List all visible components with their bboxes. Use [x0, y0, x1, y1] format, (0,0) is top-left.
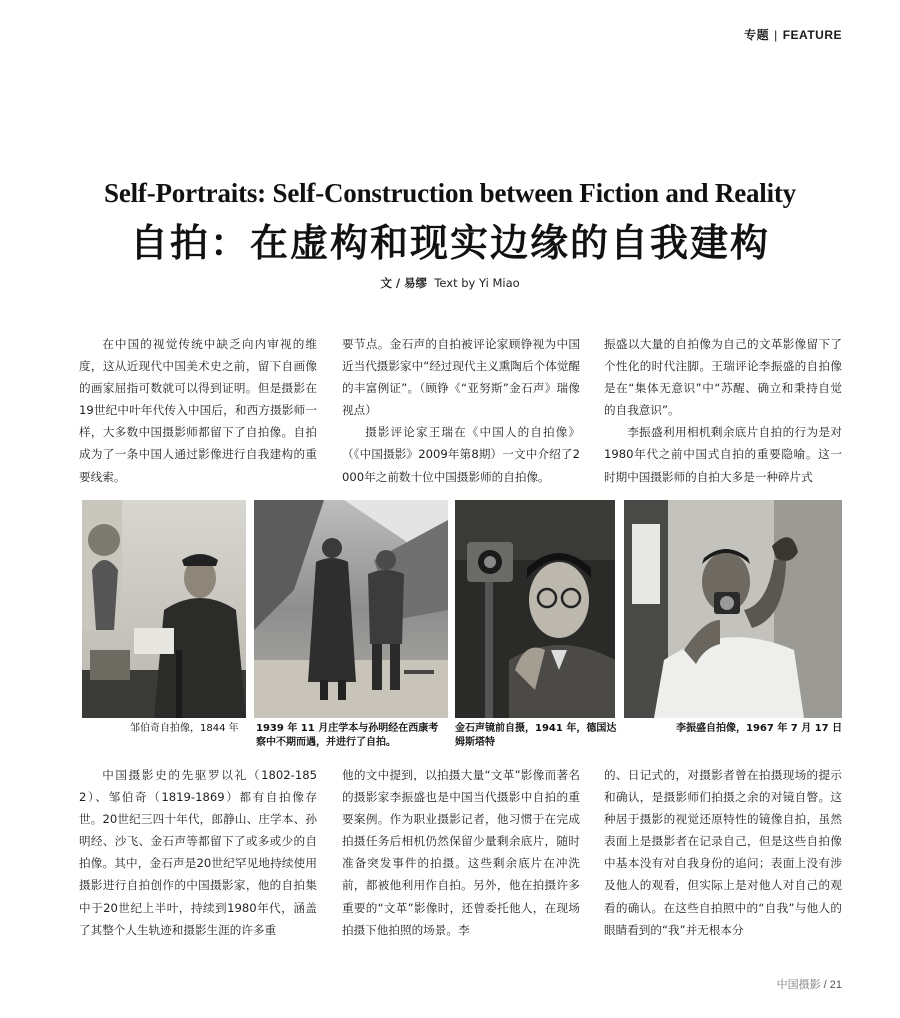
photo-zou-boqi: [82, 500, 246, 718]
column-bottom-2: [342, 764, 580, 941]
column-top-2: [342, 333, 580, 488]
column-bottom-1: [79, 764, 317, 941]
photo-caption-1: 邹伯奇自拍像，1844 年: [130, 723, 239, 734]
column-bottom-3: [604, 764, 842, 941]
column-top-1: [79, 333, 317, 488]
paragraph: 摄影评论家王瑞在《中国人的自拍像》（《中国摄影》2009年第8期）一文中介绍了2000年之前数十位中国摄影师的自拍像。: [342, 425, 580, 484]
paragraph: 在中国的视觉传统中缺乏向内审视的维度，这从近现代中国美术史之前，留下自画像的画家屈指可数就可以得到证明。但是摄影在19世纪中叶年代传入中国后，和西方摄影师一样，大多数中国摄影师都留下了自拍像。自拍成为了一条中国人通过影像进行自我建构的重要线索。: [79, 337, 317, 484]
section-separator: |: [774, 28, 778, 42]
article-title-zh: 自拍：在虚构和现实边缘的自我建构: [129, 221, 770, 265]
magazine-name: 中国摄影: [776, 979, 821, 991]
section-label-zh: 专题: [744, 28, 770, 42]
photo-caption-4: 李振盛自拍像，1967 年 7 月 17 日: [676, 723, 843, 734]
photo-jin-shisheng: [455, 500, 615, 718]
page-footer: [777, 976, 842, 992]
byline-label: 文 / 易缪: [380, 276, 428, 290]
paragraph: 李振盛利用相机剩余底片自拍的行为是对1980年代之前中国式自拍的重要隐喻。这一时期中国摄影师的自拍大多是一种碎片式: [604, 425, 842, 484]
column-top-3: [604, 333, 842, 488]
page-number: / 21: [823, 979, 842, 991]
article-title-en: Self-Portraits: Self-Construction between Fiction and Reality: [104, 178, 796, 208]
section-header: [744, 26, 842, 43]
paragraph: 中国摄影史的先驱罗以礼（1802-1852）、邹伯奇（1819-1869）都有自拍像存世。20世纪三四十年代，郎静山、庄学本、孙明经、沙飞、金石声等都留下了或多或少的自拍像。其中，金石声是20世纪罕见地持续使用摄影进行自拍创作的中国摄影家，他的自拍集中于20世纪上半叶，持续到1980年代，涵盖了其整个人生轨迹和摄影生涯的许多重: [79, 768, 317, 937]
byline-en: Text by Yi Miao: [434, 276, 520, 290]
photo-caption-3: 金石声镜前自摄，1941 年，德国达姆斯塔特: [455, 723, 617, 748]
photo-caption-2: 1939 年 11 月庄学本与孙明经在西康考察中不期而遇，并进行了自拍。: [256, 723, 439, 748]
byline: [0, 275, 900, 291]
section-label-en: FEATURE: [782, 28, 842, 42]
paragraph: 他的文中提到，以拍摄大量“文革”影像而著名的摄影家李振盛也是中国当代摄影中自拍的重要案例。作为职业摄影记者，他习惯于在完成拍摄任务后相机仍然保留少量剩余底片，随时准备突发事件的拍摄。这些剩余底片在冲洗前，都被他利用作自拍。另外，他在拍摄许多重要的“文革”影像时，还曾委托他人，在现场拍摄下他拍照的场景。李: [342, 768, 580, 937]
paragraph: 的、日记式的，对摄影者曾在拍摄现场的提示和确认，是摄影师们拍摄之余的对镜自瞥。这种居于摄影的视觉还原特性的镜像自拍，虽然表面上是摄影者在记录自己，但是这些自拍像中基本没有对自我身份的追问；表面上没有涉及他人的观看，但实际上是对他人对自己的观看的确认。在这些自拍照中的“自我”与他人的眼睛看到的“我”并无根本分: [604, 768, 842, 937]
photo-zhuang-sun: [254, 500, 448, 718]
photo-li-zhensheng: [624, 500, 842, 718]
paragraph: 要节点。金石声的自拍被评论家顾铮视为中国近当代摄影家中“经过现代主义熏陶后个体觉醒的丰富例证”。（顾铮《“亚努斯”金石声》瑞像视点）: [342, 337, 580, 418]
paragraph: 振盛以大量的自拍像为自己的文革影像留下了个性化的时代注脚。王瑞评论李振盛的自拍像是在“集体无意识”中“苏醒、确立和秉持自觉的自我意识”。: [604, 337, 842, 418]
